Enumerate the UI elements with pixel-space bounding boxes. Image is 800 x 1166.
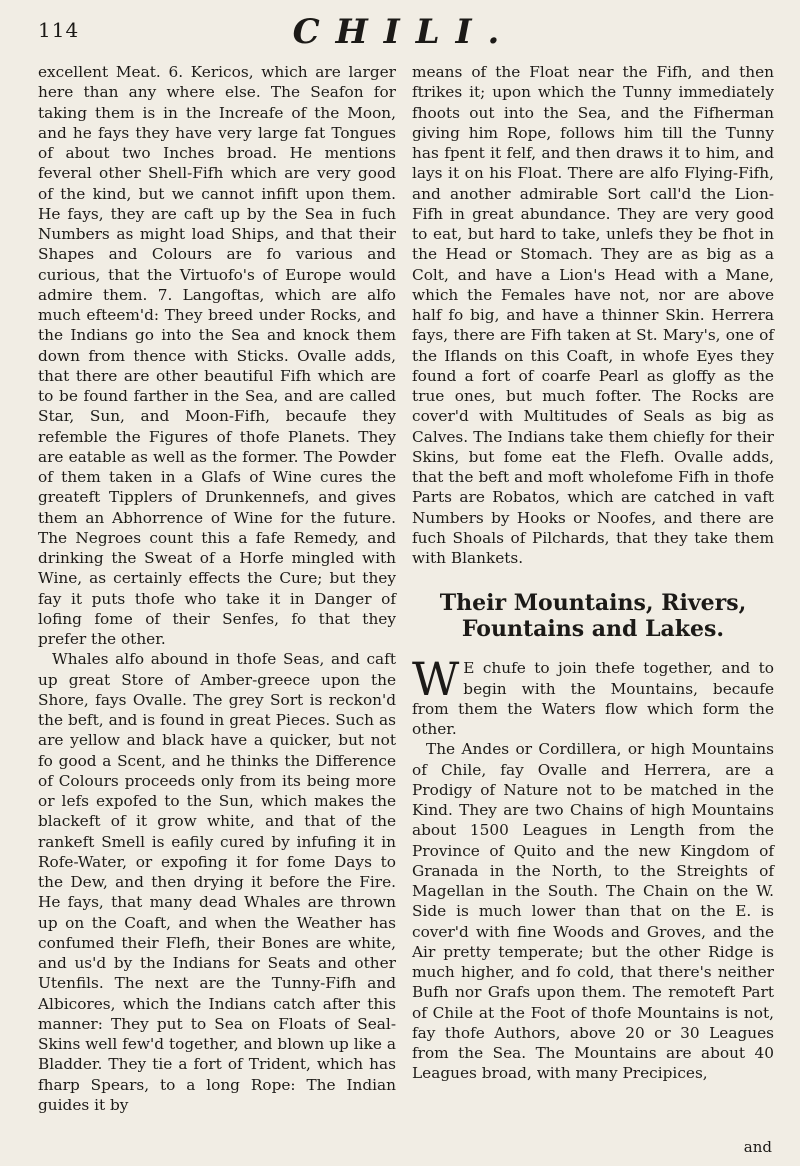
left-column bbox=[38, 62, 396, 1115]
left-paragraph-2: Whales alfo abound in thofe Seas, and caft up great Store of Amber-greece upon the Shore, fays Ovalle. The grey Sort is reckon'd the beft, and is found in great Pieces. Such as are yellow and black have a quicker, but not fo good a Scent, and he thinks the Difference of Colours proceeds only from its being more or lefs expofed to the Sun, which makes the blackeft of it grow white, and that of the rankeft Smell is eafily cured by infufing it in Rofe-Water, or expofing it for fome Days to the Dew, and then drying it before the Fire. He fays, that many dead Whales are thrown up on the Coaft, and when the Weather has confumed their Flefh, their Bones are white, and us'd by the Indians for Seats and other Utenfils. The next are the Tunny-Fifh and Albicores, which the Indians catch after this manner: They put to Sea on Floats of Seal-Skins well few'd together, and blown up like a Bladder. They tie a fort of Trident, which has fharp Spears, to a long Rope: The Indian guides it by bbox=[38, 650, 396, 1114]
page-header bbox=[38, 12, 770, 52]
drop-cap: W bbox=[412, 652, 460, 707]
section-heading: Their Mountains, Rivers, Fountains and Lakes. bbox=[439, 590, 747, 643]
right-paragraph-2-text: E chufe to join thefe together, and to begin with the Mountains, becaufe from them the Waters flow which form the other. bbox=[412, 659, 774, 738]
catchword: and bbox=[743, 1138, 772, 1156]
running-head: CHILI. bbox=[292, 12, 516, 52]
right-paragraph-1: means of the Float near the Fifh, and then ftrikes it; upon which the Tunny immediately fhoots out into the Sea, and the Fifherman giving him Rope, follows him till the Tunny has fpent it felf, and then draws it to him, and lays it on his Float. There are alfo Flying-Fifh, and another admirable Sort call'd the Lion-Fifh in great abundance. They are very good to eat, but hard to take, unlefs they be fhot in the Head or Stomach. They are as big as a Colt, and have a Lion's Head with a Mane, which the Females have not, nor are above half fo big, and have a thinner Skin. Herrera fays, there are Fifh taken at St. Mary's, one of the Iflands on this Coaft, in whofe Eyes they found a fort of coarfe Pearl as gloffy as the true ones, but much fofter. The Rocks are cover'd with Multitudes of Seals as big as Calves. The Indians take them chiefly for their Skins, but fome eat the Flefh. Ovalle adds, that the beft and moft wholefome Fifh in thofe Parts are Robatos, which are catched in vaft Numbers by Hooks or Noofes, and there are fuch Shoals of Pilchards, that they take them with Blankets. bbox=[412, 63, 774, 567]
right-column bbox=[412, 62, 774, 1084]
right-paragraph-3: The Andes or Cordillera, or high Mountains of Chile, fay Ovalle and Herrera, are a Prodigy of Nature not to be matched in the Kind. They are two Chains of high Mountains about 1500 Leagues in Length from the Province of Quito and the new Kingdom of Granada in the North, to the Streights of Magellan in the South. The Chain on the W. Side is much lower than that on the E. is cover'd with fine Woods and Groves, and the Air pretty temperate; but the other Ridge is much higher, and fo cold, that there's neither Bufh nor Grafs upon them. The remoteft Part of Chile at the Foot of thofe Mountains is not, fay thofe Authors, above 20 or 30 Leagues from the Sea. The Mountains are about 40 Leagues broad, with many Precipices, bbox=[412, 740, 774, 1083]
left-paragraph-1: excellent Meat. 6. Kericos, which are larger here than any where else. The Seafon for taking them is in the Increafe of the Moon, and he fays they have very large fat Tongues of about two Inches broad. He mentions feveral other Shell-Fifh which are very good of the kind, but we cannot infift upon them. He fays, they are caft up by the Sea in fuch Numbers as might load Ships, and that their Shapes and Colours are fo various and curious, that the Virtuofo's of Europe would admire them. 7. Langoftas, which are alfo much efteem'd: They breed under Rocks, and the Indians go into the Sea and knock them down from thence with Sticks. Ovalle adds, that there are other beautiful Fifh which are to be found farther in the Sea, and are called Star, Sun, and Moon-Fifh, becaufe they refemble the Figures of thofe Planets. They are eatable as well as the former. The Powder of them taken in a Glafs of Wine cures the greateft Tipplers of Drunkennefs, and gives them an Abhorrence of Wine for the future. The Negroes count this a fafe Remedy, and drinking the Sweat of a Horfe mingled with Wine, as certainly effects the Cure; but they fay it puts thofe who take it in Danger of lofing fome of their Senfes, fo that they prefer the other. bbox=[38, 63, 396, 648]
right-paragraph-2 bbox=[412, 652, 774, 739]
page-number: 114 bbox=[38, 18, 80, 42]
